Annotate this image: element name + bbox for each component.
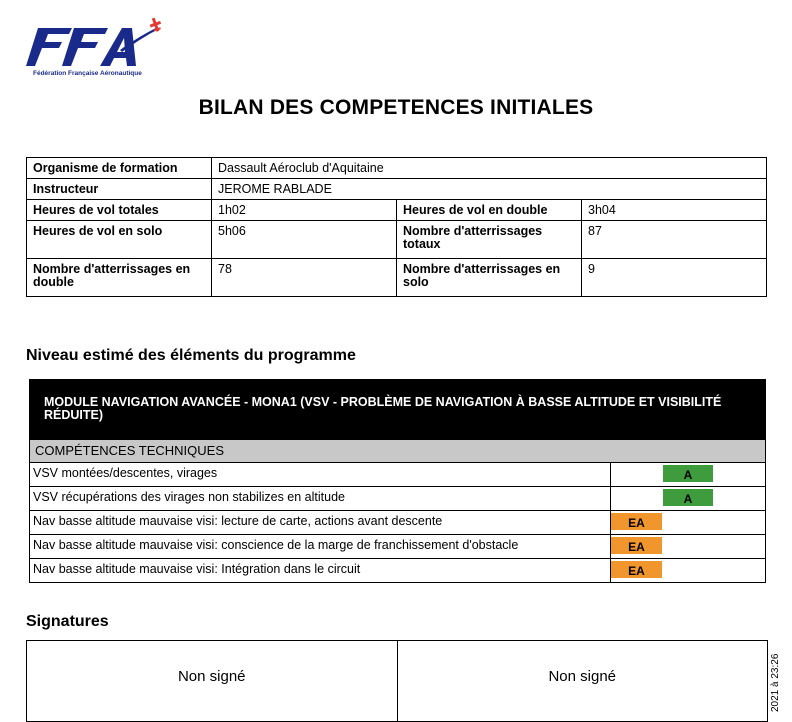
atterr-totaux-value: 87 (582, 221, 767, 259)
level-cell (611, 463, 765, 486)
info-table (26, 157, 767, 297)
table-row (27, 158, 767, 179)
level-cell (611, 535, 765, 558)
heures-totales-label: Heures de vol totales (27, 200, 212, 221)
competence-label: Nav basse altitude mauvaise visi: conscience de la marge de franchissement d'obstacle (30, 535, 611, 558)
module-title: MODULE NAVIGATION AVANCÉE - MONA1 (VSV - PROBLÈME DE NAVIGATION À BASSE ALTITUDE ET VISIBILITÉ RÉDUITE) (30, 380, 765, 439)
table-row (27, 200, 767, 221)
table-row (27, 259, 767, 297)
atterr-solo-label: Nombre d'atterrissages en solo (397, 259, 582, 297)
organisme-value: Dassault Aéroclub d'Aquitaine (212, 158, 767, 179)
table-row (27, 221, 767, 259)
atterr-totaux-label: Nombre d'atterrissages totaux (397, 221, 582, 259)
heures-double-value: 3h04 (582, 200, 767, 221)
competence-label: VSV montées/descentes, virages (30, 463, 611, 486)
page-title: BILAN DES COMPETENCES INITIALES (198, 96, 594, 119)
level-badge: EA (611, 537, 662, 554)
heures-totales-value: 1h02 (212, 200, 397, 221)
table-row (30, 486, 765, 510)
heures-solo-value: 5h06 (212, 221, 397, 259)
atterr-solo-value: 9 (582, 259, 767, 297)
level-badge: EA (611, 513, 662, 530)
signature-left: Non signé (177, 668, 246, 685)
table-row (30, 462, 765, 486)
competence-label: Nav basse altitude mauvaise visi: Intégration dans le circuit (30, 559, 611, 582)
instructeur-value: JEROME RABLADE (212, 179, 767, 200)
competence-label: Nav basse altitude mauvaise visi: lecture de carte, actions avant descente (30, 511, 611, 534)
table-row (30, 558, 765, 582)
table-row (27, 179, 767, 200)
program-section-title: Niveau estimé des éléments du programme (26, 347, 356, 364)
side-timestamp: 2021 à 23:26 (770, 653, 781, 712)
organisme-label: Organisme de formation (27, 158, 212, 179)
table-row (30, 510, 765, 534)
level-cell (611, 487, 765, 510)
competence-label: VSV récupérations des virages non stabilizes en altitude (30, 487, 611, 510)
category-header: COMPÉTENCES TECHNIQUES (30, 439, 765, 462)
level-badge: EA (611, 561, 662, 578)
signatures-box (26, 640, 768, 722)
table-row (30, 534, 765, 558)
atterr-double-label: Nombre d'atterrissages en double (27, 259, 212, 297)
atterr-double-value: 78 (212, 259, 397, 297)
level-badge: A (663, 489, 713, 506)
signature-right: Non signé (397, 641, 768, 721)
level-cell (611, 511, 765, 534)
signatures-title: Signatures (26, 613, 109, 630)
instructeur-label: Instructeur (27, 179, 212, 200)
level-badge: A (663, 465, 713, 482)
heures-double-label: Heures de vol en double (397, 200, 582, 221)
heures-solo-label: Heures de vol en solo (27, 221, 212, 259)
program-table (29, 379, 766, 583)
level-cell (611, 559, 765, 582)
logo-subtitle: Fédération Française Aéronautique (33, 70, 142, 77)
